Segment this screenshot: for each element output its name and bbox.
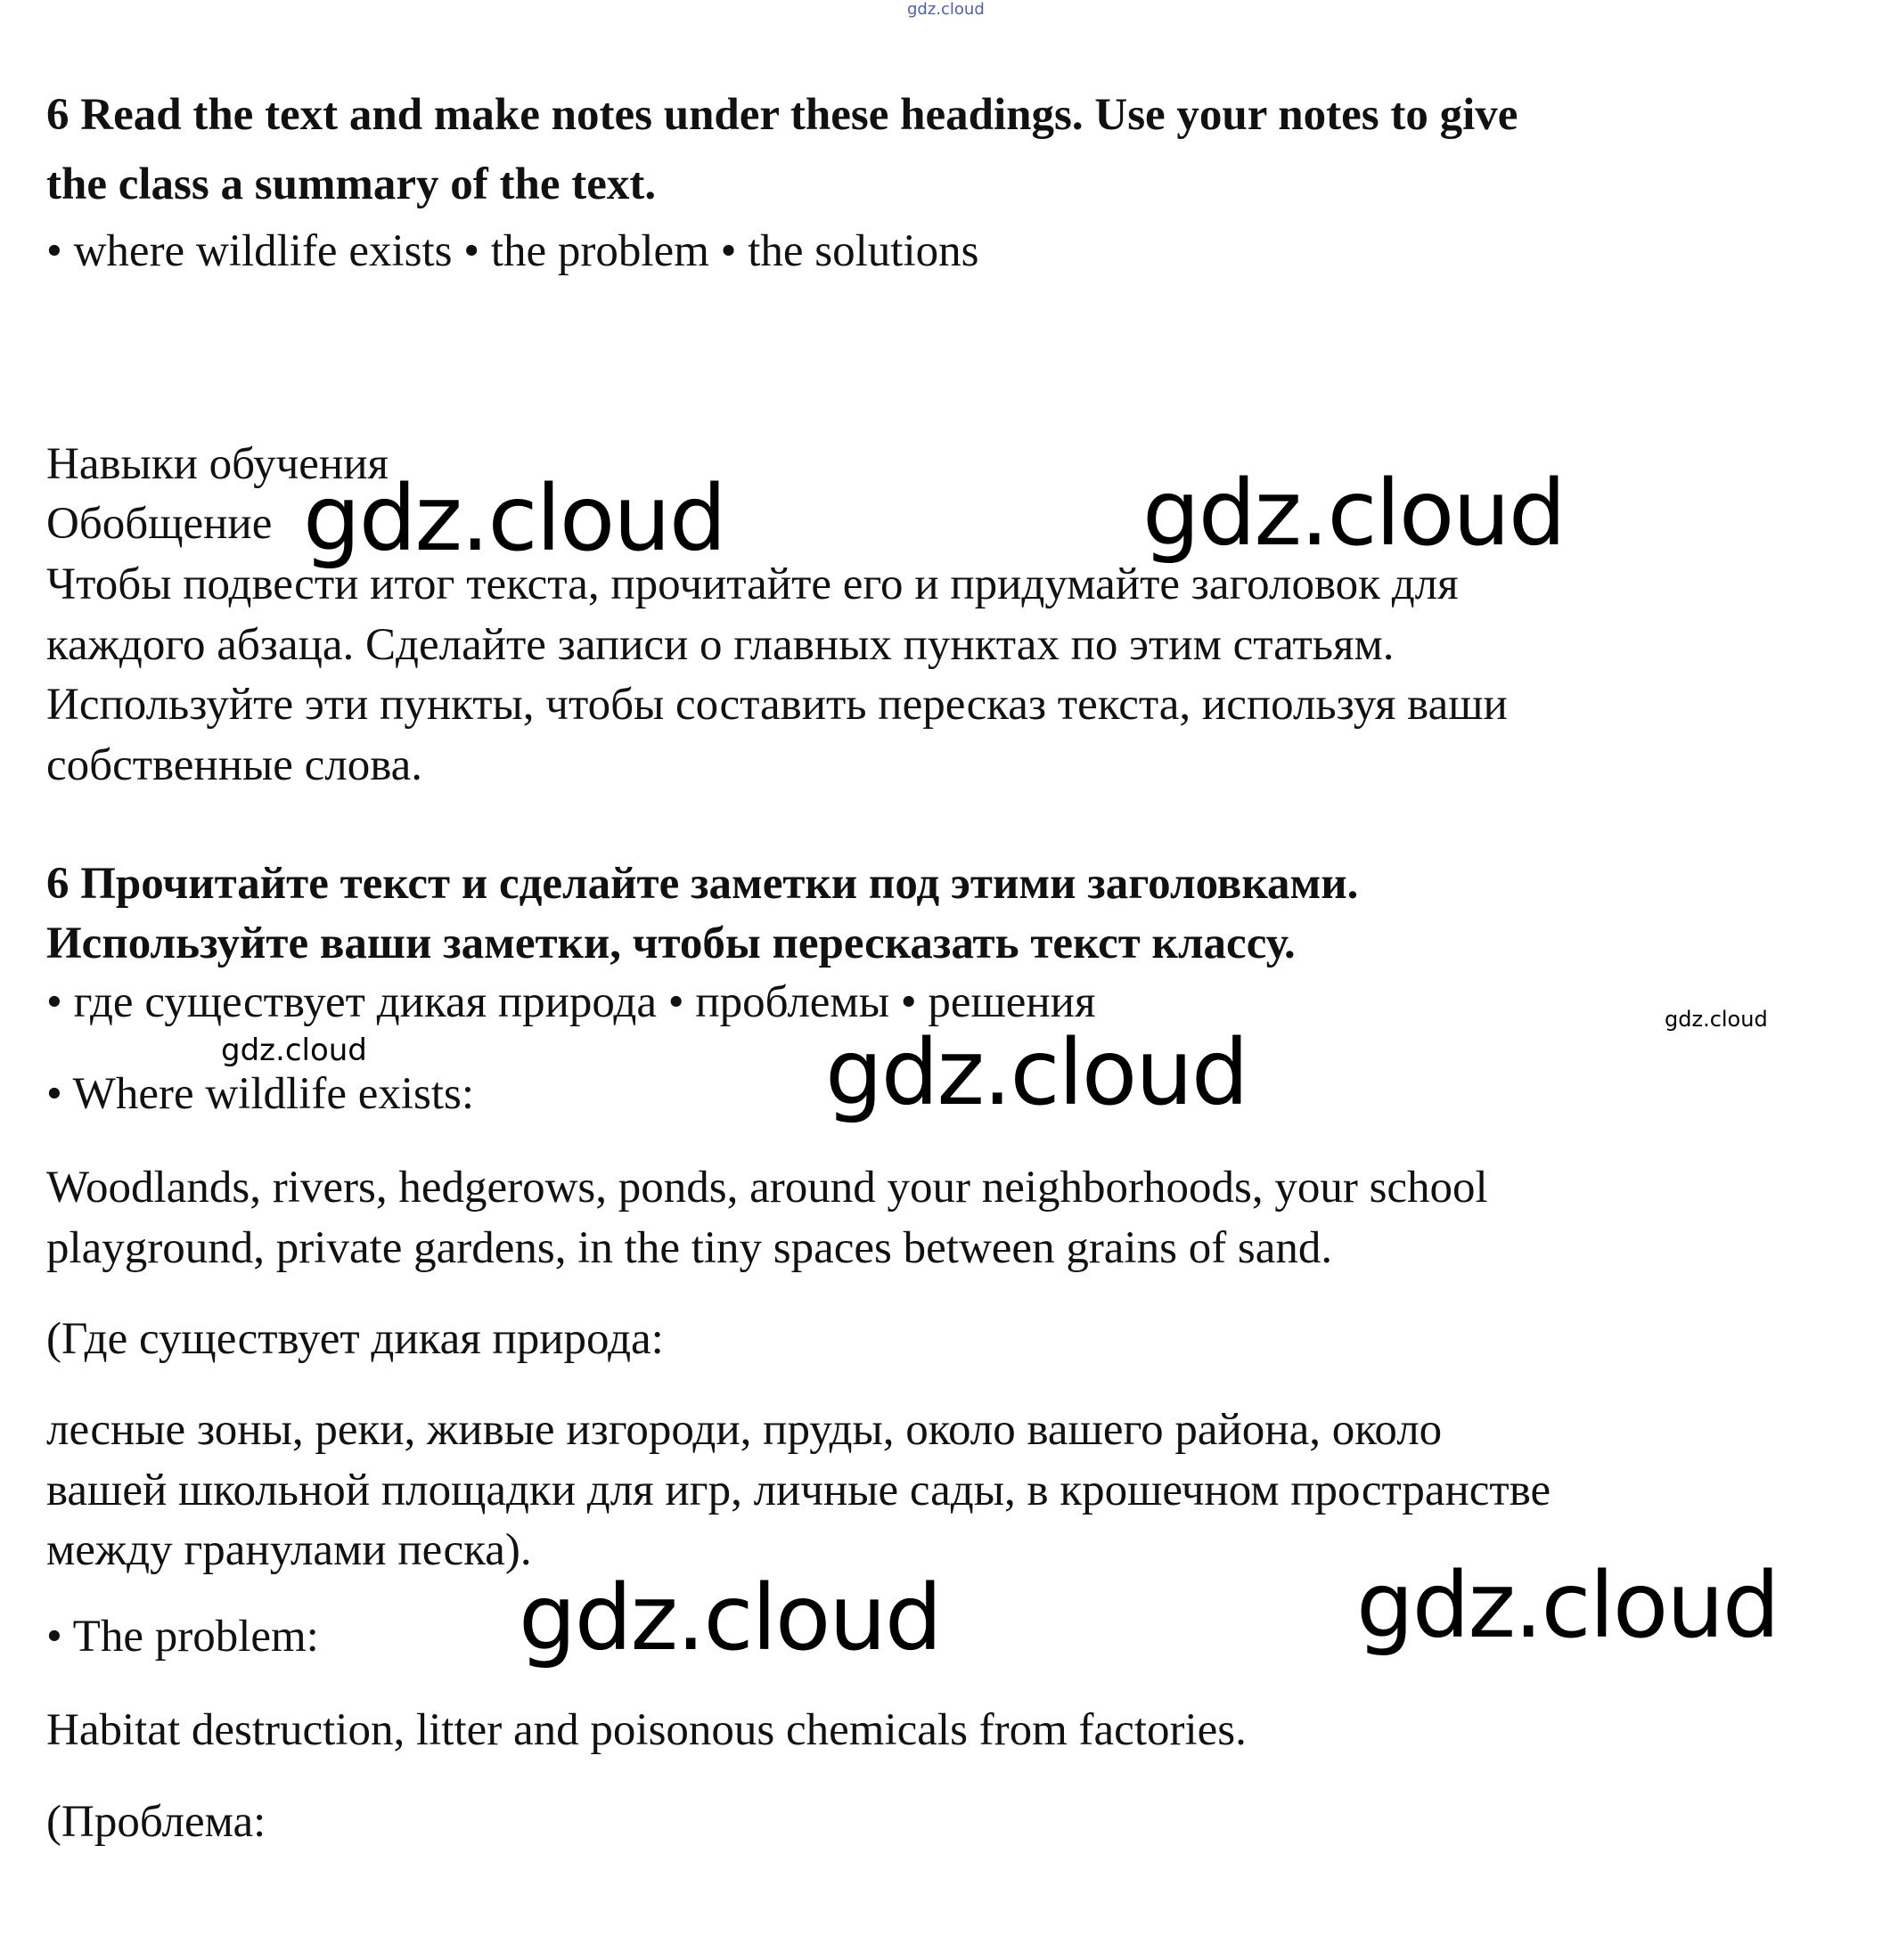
task-en-headings: • where wildlife exists • the problem • the solutions [46,226,979,276]
answer-where-ru-line: вашей школьной площадки для игр, личные сады, в крошечном пространстве [46,1466,1551,1515]
answer-where-ru-heading: (Где существует дикая природа: [46,1314,664,1364]
watermark: gdz.cloud [825,1020,1248,1126]
watermark: gdz.cloud [1356,1553,1779,1659]
watermark: gdz.cloud [1142,461,1565,567]
study-skills-body-line: Используйте эти пункты, чтобы составить пересказ текста, используя ваши [46,680,1508,730]
watermark: gdz.cloud [303,466,725,572]
watermark: gdz.cloud [1665,1007,1768,1032]
study-skills-title: Навыки обучения [46,439,389,489]
watermark: gdz.cloud [221,1033,367,1068]
study-skills-body-line: каждого абзаца. Сделайте записи о главных пунктах по этим статьям. [46,620,1395,670]
watermark-top: gdz.cloud [907,0,985,19]
task-ru-headings: • где существует дикая природа • проблемы • решения [46,977,1096,1027]
answer-where-ru-line: между гранулами песка). [46,1525,532,1575]
answer-where-ru-line: лесные зоны, реки, живые изгороди, пруды, около вашего района, около [46,1405,1443,1455]
watermark: gdz.cloud [519,1565,941,1671]
task-ru-title-line-1: 6 Прочитайте текст и сделайте заметки под этими заголовками. [46,859,1359,909]
task-en-title-line-1: 6 Read the text and make notes under these headings. Use your notes to give [46,90,1518,140]
study-skills-body-line: собственные слова. [46,740,423,790]
answer-where-en-line: playground, private gardens, in the tiny spaces between grains of sand. [46,1223,1333,1273]
answer-problem-en: Habitat destruction, litter and poisonous chemicals from factories. [46,1705,1247,1755]
answer-problem-ru-heading: (Проблема: [46,1797,266,1847]
study-skills-subtitle: Обобщение [46,499,273,549]
study-skills-body-line: Чтобы подвести итог текста, прочитайте его и придумайте заголовок для [46,559,1459,609]
task-en-title-line-2: the class a summary of the text. [46,159,657,209]
task-ru-title-line-2: Используйте ваши заметки, чтобы пересказать текст классу. [46,919,1296,968]
answer-where-heading: • Where wildlife exists: [46,1069,475,1119]
answer-where-en-line: Woodlands, rivers, hedgerows, ponds, around your neighborhoods, your school [46,1163,1488,1213]
answer-problem-heading: • The problem: [46,1612,319,1662]
